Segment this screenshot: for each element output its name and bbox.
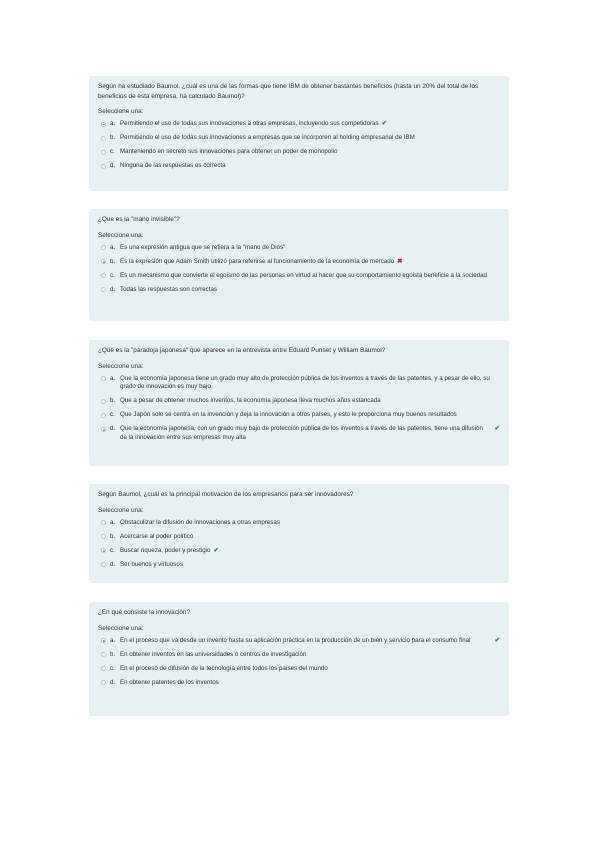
option-letter: a. <box>110 120 116 127</box>
option-letter: b. <box>110 257 116 265</box>
option-b[interactable] <box>98 651 500 660</box>
check-icon: ✔ <box>494 425 500 433</box>
option-letter: a. <box>110 636 116 644</box>
select-label: Seleccione una: <box>98 506 144 514</box>
option-b[interactable] <box>98 397 500 406</box>
option-text: En el proceso que va desde un invento hasta su aplicación práctica en la producción de un bien y servicio para el consumo final <box>120 636 471 644</box>
radio-button[interactable] <box>101 638 106 643</box>
option-letter: d. <box>110 560 116 568</box>
select-label: Seleccione una: <box>98 231 144 239</box>
option-letter: c. <box>110 411 115 419</box>
radio-button[interactable] <box>101 122 106 127</box>
question-text: Según Baumol, ¿cuál es la principal motivación de los empresarios para ser innovadores? <box>98 491 354 498</box>
cross-icon: ✖ <box>397 257 403 265</box>
option-letter: c. <box>110 271 115 279</box>
question-card-1 <box>89 76 509 191</box>
select-label: Seleccione una: <box>98 108 144 115</box>
option-text: Es una expresión antigua que se refiera a la "mano de Dios" <box>120 243 286 251</box>
option-a[interactable] <box>98 375 500 392</box>
option-text: Acercarse al poder político <box>120 532 194 540</box>
radio-button[interactable] <box>101 534 106 539</box>
option-text: Es la expresión que Adam Smith utilizó para referirse al funcionamiento de la economía de mercado ✖ <box>120 257 403 265</box>
radio-button[interactable] <box>101 562 106 567</box>
option-text: Manteniendo en secreto sus innovaciones para obtener un poder de monopolio <box>120 148 338 156</box>
option-letter: b. <box>110 397 116 405</box>
radio-button[interactable] <box>101 652 106 657</box>
option-text: Permitiendo el uso de todas sus innovaciones a otras empresas, incluyendo sus competidoras ✔ <box>120 120 388 127</box>
option-c[interactable] <box>98 411 500 420</box>
select-label: Seleccione una: <box>98 624 144 632</box>
check-icon: ✔ <box>213 546 219 554</box>
radio-button[interactable] <box>101 273 106 278</box>
option-d[interactable] <box>98 286 500 295</box>
option-text: Todas las respuestas son correctas <box>120 285 217 293</box>
option-text: Ser buenos y virtuosos <box>120 560 183 568</box>
option-b[interactable] <box>98 533 500 542</box>
question-card-3 <box>89 340 509 466</box>
option-b[interactable] <box>98 134 500 143</box>
option-text: Permitiendo el uso de todas sus innovaciones a empresas que se incorporen al holding empresarial de IBM <box>120 134 415 142</box>
option-text: En obtener patentes de los inventos <box>120 678 219 686</box>
option-letter: d. <box>110 425 116 433</box>
select-label: Seleccione una: <box>98 362 144 370</box>
radio-button[interactable] <box>101 150 106 155</box>
option-text: Ninguna de las respuestas es correcta <box>120 162 226 170</box>
question-text: Según ha estudiado Baumol, ¿cuál es una de las formas que tiene IBM de obtener bastantes beneficios (hasta un 20% del total de los beneficios de esta empresa, ha calculado Baumol)? <box>98 83 479 100</box>
check-icon: ✔ <box>381 120 388 127</box>
option-c[interactable] <box>98 148 500 157</box>
option-text: Que a pesar de obtener muchos inventos, la economía japonesa lleva muchos años estancada <box>120 397 381 405</box>
option-c[interactable] <box>98 547 500 556</box>
question-text: ¿En qué consiste la innovación? <box>98 609 191 616</box>
option-letter: d. <box>110 678 116 686</box>
option-text: En obtener inventos en las universidades o centros de investigación <box>120 650 307 658</box>
option-a[interactable] <box>98 637 500 646</box>
radio-button[interactable] <box>101 666 106 671</box>
question-text: ¿Qué es la "paradoja japonesa" que aparece en la entrevista entre Eduard Punset y William Baumol? <box>98 347 386 354</box>
radio-button[interactable] <box>101 520 106 525</box>
option-text: Que la economía japonesa, con un grado muy bajo de protección pública de los inventos a través de las patentes, tiene una difusión de la innovación entre sus empresas muy alta <box>120 425 483 441</box>
option-letter: a. <box>110 243 116 251</box>
radio-button[interactable] <box>101 680 106 685</box>
radio-button[interactable] <box>101 399 106 404</box>
radio-button[interactable] <box>101 287 106 292</box>
option-letter: a. <box>110 518 116 526</box>
option-c[interactable] <box>98 272 500 281</box>
option-letter: d. <box>110 162 116 170</box>
option-text: Es un mecanismo que convierte el egoismo de las personas en virtud al hacer que su comportamiento egoista beneficie a la sociedad <box>120 271 487 279</box>
option-text: En el proceso de difusión de la tecnología entre todos los países del mundo <box>120 664 328 672</box>
question-card-2 <box>89 209 509 321</box>
option-d[interactable] <box>98 425 500 442</box>
option-letter: d. <box>110 285 116 293</box>
radio-button[interactable] <box>101 164 106 169</box>
option-letter: b. <box>110 134 116 142</box>
radio-button[interactable] <box>101 427 106 432</box>
option-text: Que la economía japonesa tiene un grado muy alto de protección pública de los inventos a través de las patentes, y a pesar de ello, su grado de innovación es muy bajo <box>120 374 490 391</box>
option-a[interactable] <box>98 244 500 253</box>
option-text: Buscar riqueza, poder y prestigio ✔ <box>120 546 219 554</box>
check-icon: ✔ <box>494 636 500 644</box>
option-text: Que Japón solo se centra en la invención y deja la innovación a otros países, y esto le proporciona muy buenos resultados <box>120 411 457 419</box>
option-d[interactable] <box>98 561 500 570</box>
radio-button[interactable] <box>101 259 106 264</box>
question-card-4 <box>89 484 509 583</box>
radio-button[interactable] <box>101 245 106 250</box>
question-card-5 <box>89 602 509 716</box>
option-text: Obstaculizar la difusión de innovaciones a otras empresas <box>120 518 280 526</box>
option-d[interactable] <box>98 162 500 171</box>
radio-button[interactable] <box>101 413 106 418</box>
option-b[interactable] <box>98 258 500 267</box>
option-letter: c. <box>110 546 115 554</box>
option-letter: a. <box>110 374 116 382</box>
option-letter: b. <box>110 650 116 658</box>
radio-button[interactable] <box>101 136 106 141</box>
radio-button[interactable] <box>101 548 106 553</box>
option-c[interactable] <box>98 665 500 674</box>
radio-button[interactable] <box>101 376 106 381</box>
option-a[interactable] <box>98 120 500 129</box>
question-text: ¿Que es la "mano invisible"? <box>98 216 180 223</box>
option-letter: c. <box>110 148 115 156</box>
option-letter: c. <box>110 664 115 672</box>
option-letter: b. <box>110 532 116 540</box>
option-d[interactable] <box>98 679 500 688</box>
option-a[interactable] <box>98 519 500 528</box>
